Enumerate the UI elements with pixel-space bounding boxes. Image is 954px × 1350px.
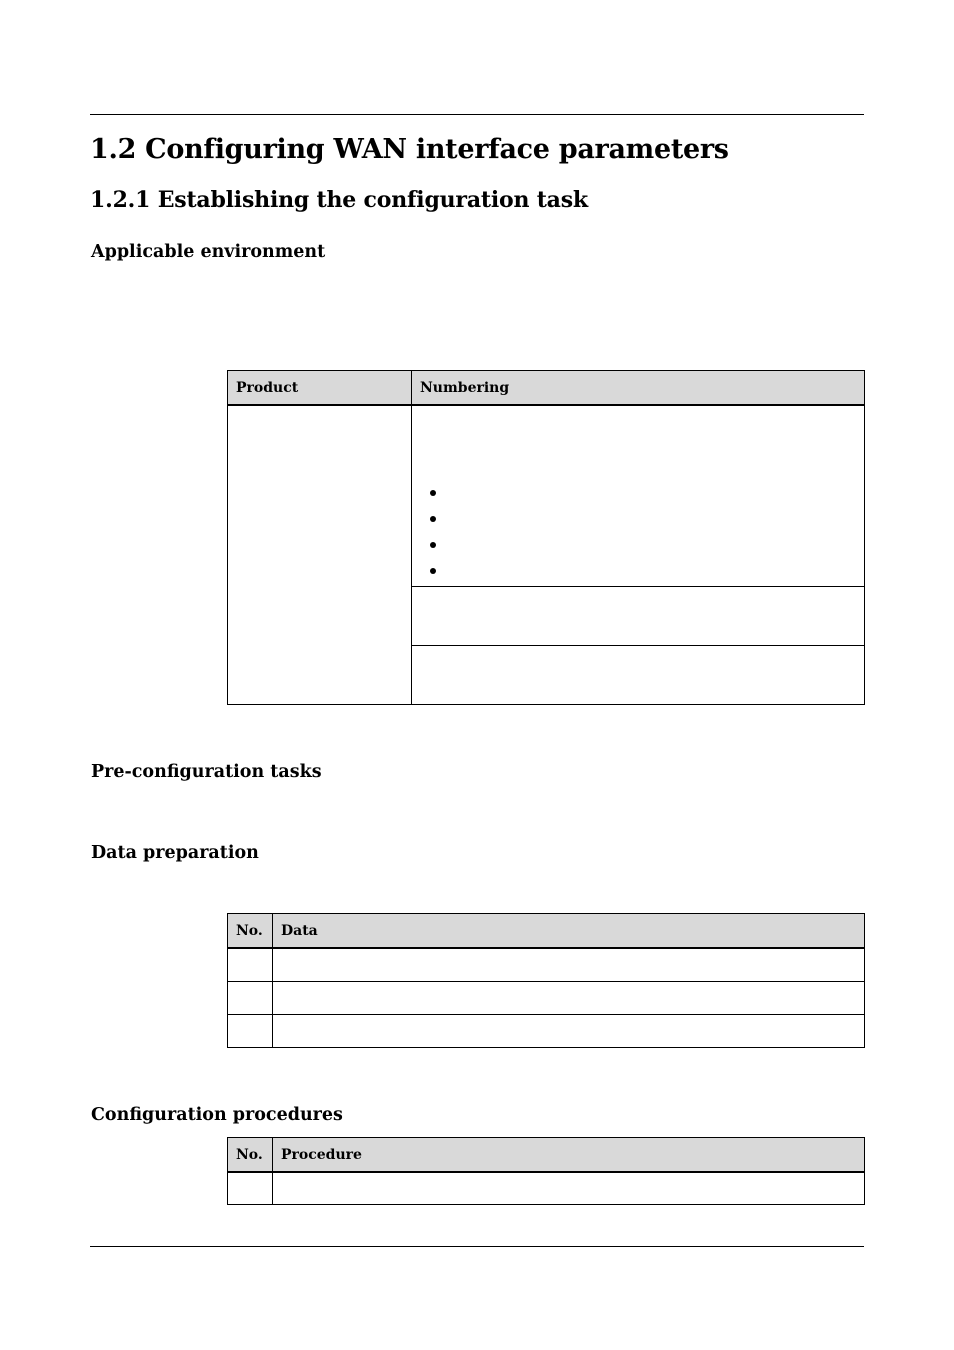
column-header-data: Data — [273, 914, 865, 949]
product-numbering-table — [227, 370, 865, 705]
header-rule — [90, 114, 864, 115]
data-preparation-table — [227, 913, 865, 1048]
data-preparation-heading: Data preparation — [91, 843, 259, 863]
bullet-icon — [430, 542, 436, 548]
bullet-icon — [430, 490, 436, 496]
numbering-cell — [412, 645, 865, 704]
bullet-icon — [430, 568, 436, 574]
bullet-icon — [430, 516, 436, 522]
configuration-procedures-table — [227, 1137, 865, 1205]
numbering-cell — [412, 586, 865, 645]
column-header-no: No. — [228, 914, 273, 949]
subsection-title: 1.2.1 Establishing the configuration task — [90, 187, 588, 213]
list-item — [420, 506, 856, 532]
table-row — [228, 981, 865, 1014]
pre-configuration-heading: Pre-configuration tasks — [91, 762, 322, 782]
product-cell — [228, 405, 412, 704]
list-item — [420, 480, 856, 506]
section-title: 1.2 Configuring WAN interface parameters — [90, 134, 729, 165]
list-item — [420, 558, 856, 584]
numbering-cell — [412, 405, 865, 586]
table-row — [228, 1172, 865, 1204]
table-row — [228, 948, 865, 981]
column-header-product: Product — [228, 371, 412, 406]
footer-rule — [90, 1246, 864, 1247]
column-header-numbering: Numbering — [412, 371, 865, 406]
configuration-procedures-heading: Configuration procedures — [91, 1105, 343, 1125]
column-header-no: No. — [228, 1138, 273, 1173]
applicable-environment-heading: Applicable environment — [91, 242, 326, 262]
table-row — [228, 1014, 865, 1047]
column-header-procedure: Procedure — [273, 1138, 865, 1173]
numbering-bullet-list — [420, 480, 856, 584]
list-item — [420, 532, 856, 558]
